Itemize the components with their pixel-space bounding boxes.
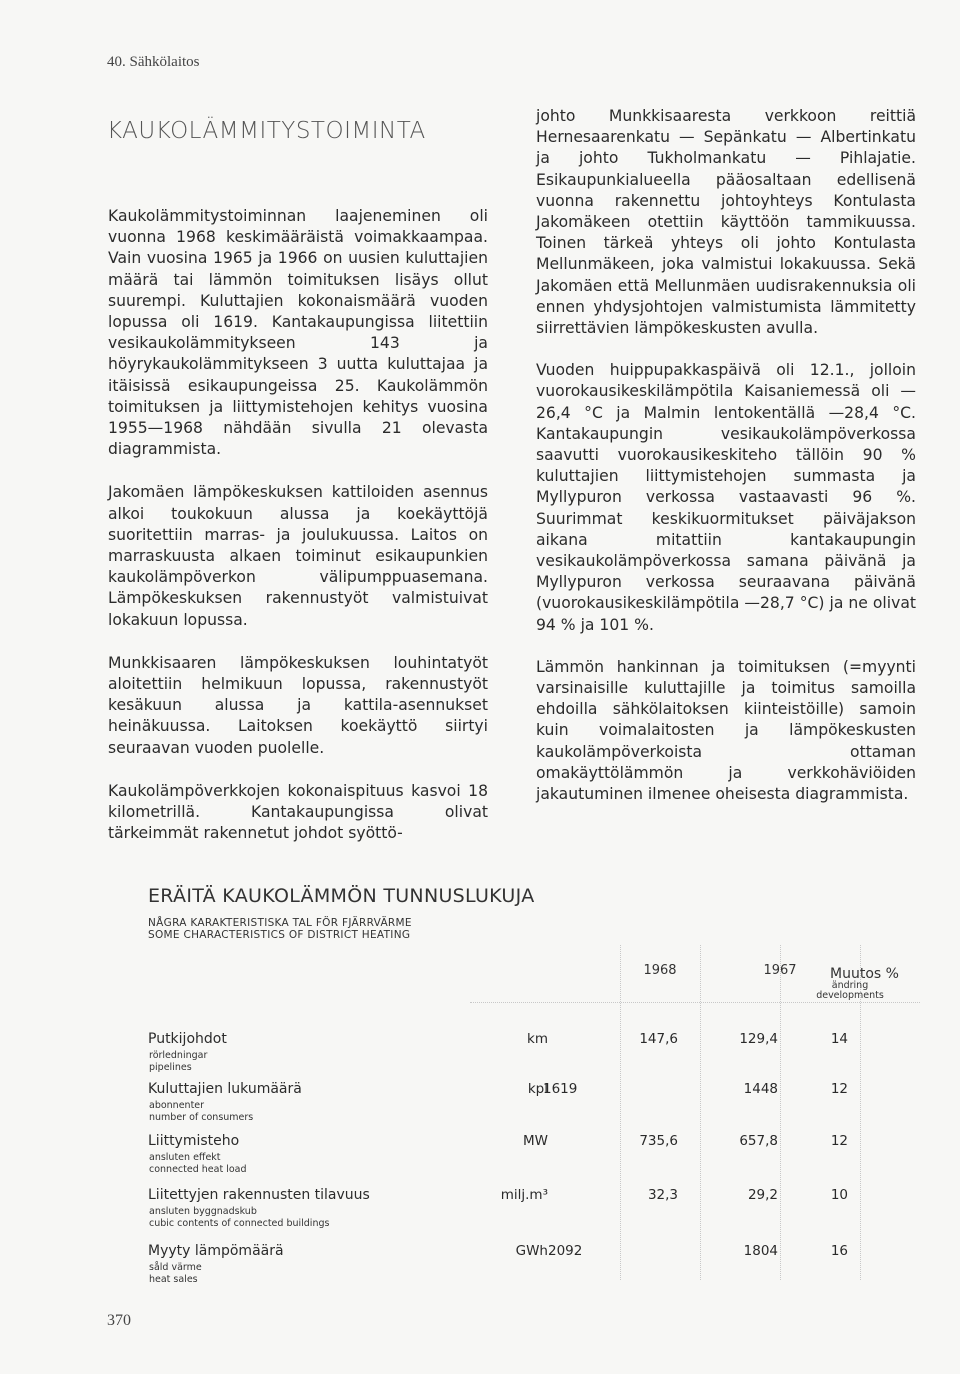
row-change: 12 [830, 1133, 848, 1149]
running-header: 40. Sähkölaitos [107, 54, 200, 70]
row-label: Putkijohdot [148, 1031, 227, 1047]
row-label: Myyty lämpömäärä [148, 1243, 284, 1259]
row-label: Kuluttajien lukumäärä [148, 1081, 302, 1097]
paragraph: Vuoden huippupakkaspäivä oli 12.1., jolloin vuorokausikeskilämpötila Kaisaniemessä oli —26,4 °C ja Malmin lentokentällä —28,4 °C. Kantakaupungin vesikaukolämpöverkossa saavutti vuorokausikeskiteho tällöin 90 % kuluttajien liittymistehojen summasta ja Myllypuron verkossa vastaavasti 96 %. Suurimmat keskikuormitukset päiväjakson aikana mitattiin kantakaupungin vesikaukolämpöverkossa samana päivänä ja Myllypuron verkossa seuraavana päivänä (vuorokausikeskilämpötila —28,7 °C) ja ne olivat 94 % ja 101 %. [536, 361, 916, 634]
table-title: ERÄITÄ KAUKOLÄMMÖN TUNNUSLUKUJA [148, 885, 535, 907]
column-divider [780, 945, 781, 1280]
table-subtitle [148, 917, 412, 941]
row-label-sv: såld värme [149, 1262, 202, 1273]
column-header-change-sv: ändring [831, 980, 869, 991]
paragraph: johto Munkkisaaresta verkkoon reittiä Hernesaarenkatu — Sepänkatu — Albertinkatu ja johto Tukholmankatu — Pihlajatie. Esikaupunkialueella pääosaltaan edellisenä vuonna rakennettu johtoyhteys Kontulasta Jakomäkeen otettiin käyttöön tammikuussa. Toinen tärkeä yhteys oli johto Kontulasta Mellunmäkeen, joka valmistui lokakuussa. Sekä Jakomäen että Mellunmäen uudisrakennuksia oli ennen yhdysjohtojen valmistumista lämmitetty siirrettävien lämpökeskusten avulla. [536, 107, 916, 338]
row-unit: GWh [515, 1243, 548, 1259]
row-label-sv: ansluten effekt [149, 1152, 221, 1163]
row-value-1968: 147,6 [639, 1031, 678, 1047]
table-subtitle-sv: NÅGRA KARAKTERISTISKA TAL FÖR FJÄRRVÄRME [148, 917, 412, 929]
row-change: 10 [830, 1187, 848, 1203]
row-unit: km [527, 1031, 548, 1047]
row-label-sv: rörledningar [149, 1050, 208, 1061]
column-header-change [790, 968, 910, 1001]
row-value-1968: 32,3 [647, 1187, 678, 1203]
column-header-change-en: developments [816, 990, 884, 1001]
row-value-1968: 735,6 [639, 1133, 678, 1149]
table-subtitle-en: SOME CHARACTERISTICS OF DISTRICT HEATING [148, 929, 411, 941]
row-change: 16 [830, 1243, 848, 1259]
row-label-sv: ansluten byggnadskub [149, 1206, 257, 1217]
paragraph: Jakomäen lämpökeskuksen kattiloiden asennus alkoi toukokuun alussa ja koekäyttöjä suoritettiin marras- ja joulukuussa. Laitos on marraskuusta alkaen toiminut esikaupunkien kaukolämpöverkon välipumppuasemana. Lämpökeskuksen rakennustyöt valmistuivat lokakuun lopussa. [108, 483, 488, 629]
right-column [536, 106, 916, 826]
row-unit: milj.m³ [500, 1187, 548, 1203]
row-label-en: heat sales [149, 1274, 198, 1285]
row-divider [470, 1002, 920, 1003]
row-value-1967: 657,8 [739, 1133, 778, 1149]
row-value-1967: 129,4 [739, 1031, 778, 1047]
paragraph: Kaukolämpöverkkojen kokonaispituus kasvoi 18 kilometrillä. Kantakaupungissa olivat tärkeimmät rakennetut johdot syöttö- [108, 781, 488, 843]
paragraph: Munkkisaaren lämpökeskuksen louhintatyöt aloitettiin helmikuun lopussa, rakennustyöt kesäkuun alussa ja kattila-asennukset heinäkuussa. Laitoksen koekäyttö siirtyi seuraavan vuoden puolelle. [108, 653, 488, 757]
paragraph: Kaukolämmitystoiminnan laajeneminen oli vuonna 1968 keskimääräistä voimakkaampaa. Vain vuosina 1965 ja 1966 on uusien kuluttajien määrä tai lämmön toimituksen lisäys ollut suurempi. Kuluttajien kokonaismäärä vuoden lopussa oli 1619. Kantakaupungissa liitettiin vesikaukolämmitykseen 143 ja höyrykaukolämmitykseen 3 uutta kuluttajaa ja itäisissä esikaupungeissa 25. Kaukolämmön toimituksen ja liittymistehojen kehitys vuosina 1955—1968 nähdään sivulla 21 olevasta diagrammista. [108, 207, 488, 459]
page-number: 370 [107, 1312, 131, 1329]
paragraph: Lämmön hankinnan ja toimituksen (=myynti varsinaisille kuluttajille ja toimitus samoilla ehdoilla sähkölaitoksen kiinteistöille) samoin kuin voimalaitosten ja lämpökeskusten kaukolämpöverkoista ottaman omakäyttölämmön ja verkkohäviöiden jakautuminen ilmenee oheisesta diagrammista. [536, 657, 916, 804]
section-title: KAUKOLÄMMITYSTOIMINTA [107, 118, 426, 144]
row-value-1967: 29,2 [747, 1187, 778, 1203]
column-header-1967: 1967 [763, 963, 797, 978]
row-unit: MW [523, 1133, 548, 1149]
row-label: Liitettyjen rakennusten tilavuus [148, 1187, 370, 1203]
row-change: 14 [830, 1031, 848, 1047]
row-change: 12 [830, 1081, 848, 1097]
row-label-en: cubic contents of connected buildings [149, 1218, 330, 1229]
row-label-en: number of consumers [149, 1112, 254, 1123]
row-label-en: pipelines [149, 1062, 192, 1073]
row-unit: kpl [527, 1081, 548, 1097]
column-divider [700, 945, 701, 1280]
row-value-1967: 1448 [743, 1081, 778, 1097]
row-value-1968: 1619 [543, 1081, 578, 1097]
row-value-1967: 1804 [743, 1243, 778, 1259]
left-column [108, 206, 488, 866]
column-divider [620, 945, 621, 1280]
row-label: Liittymisteho [148, 1133, 240, 1149]
column-header-change-fi: Muutos % [830, 966, 899, 982]
column-header-1968: 1968 [643, 963, 677, 978]
row-label-en: connected heat load [149, 1164, 247, 1175]
row-label-sv: abonnenter [149, 1100, 205, 1111]
row-value-1968: 2092 [548, 1243, 583, 1259]
